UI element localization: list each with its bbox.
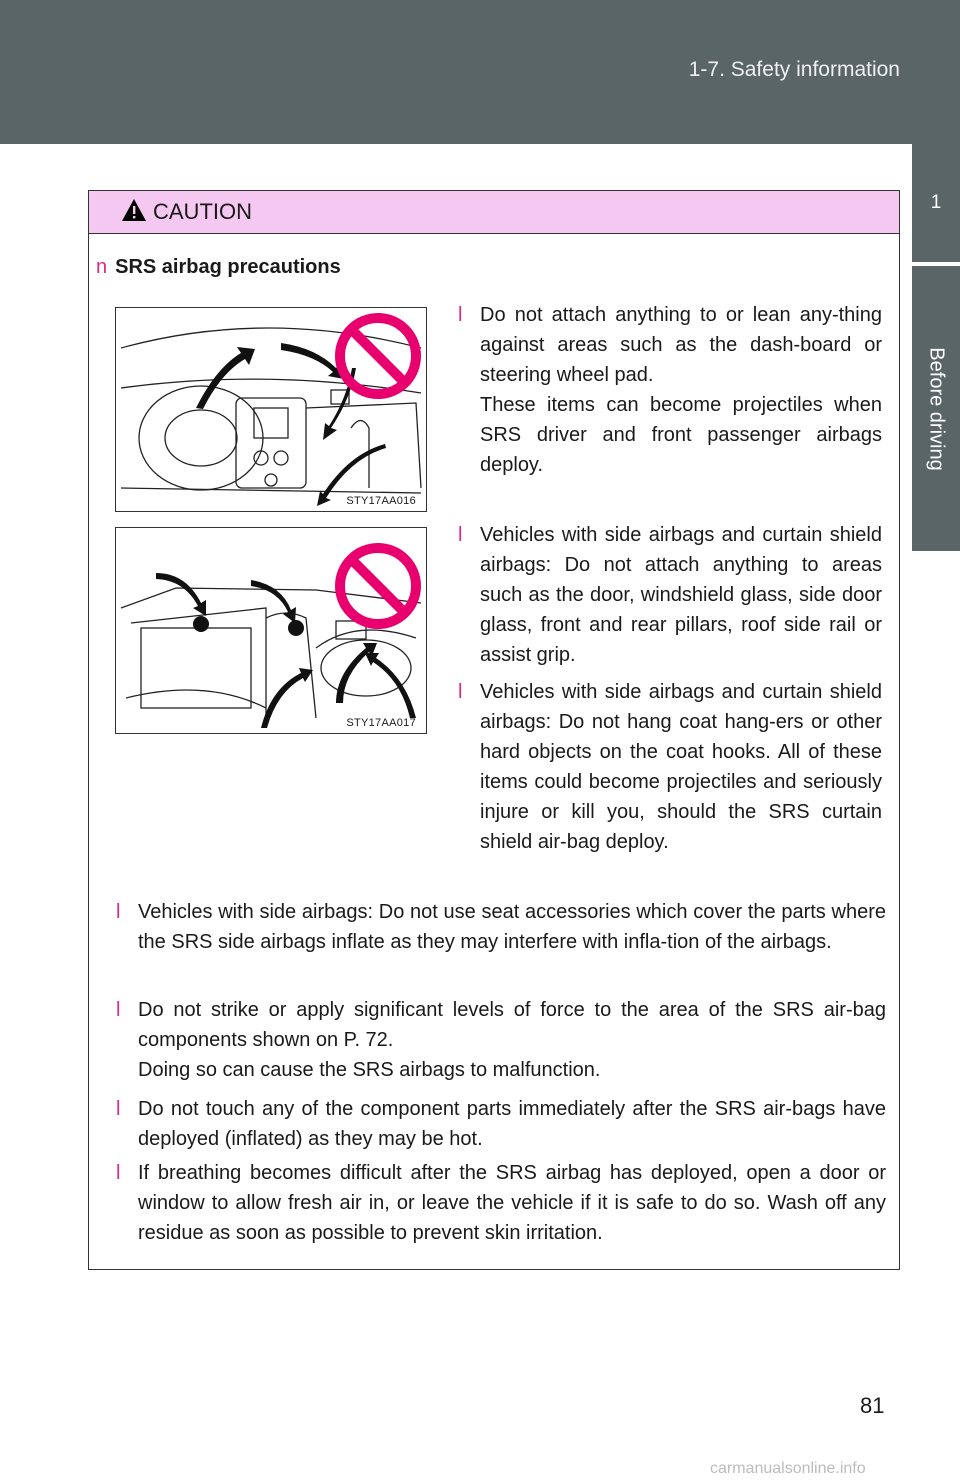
item-text: If breathing becomes difficult after the SRS airbag has deployed, open a door or window to allow fresh air in, or leave the vehicle if it is safe to do so. Wash off any residue as soon as possible to prevent skin irritation.	[138, 1162, 886, 1244]
chapter-tab-text: Before driving	[925, 346, 948, 471]
item-text: These items can become projectiles when SRS driver and front passenger airbags deploy.	[480, 394, 882, 476]
page-header	[0, 0, 960, 144]
list-item	[458, 677, 882, 857]
prohibition-sign	[340, 548, 416, 624]
prohibition-sign	[340, 318, 416, 394]
warning-icon	[121, 197, 147, 223]
list-item	[458, 520, 882, 670]
cabin-illustration	[115, 527, 427, 734]
dashboard-illustration	[115, 307, 427, 512]
bullet-marker: l	[116, 1098, 121, 1120]
image-code-2: STY17AA017	[346, 717, 416, 729]
section-title-header: 1-7. Safety information	[688, 58, 900, 81]
item-text: Do not touch any of the component parts immediately after the SRS air-bags have deployed (inflated) as they may be hot.	[138, 1098, 886, 1150]
section-heading-text: SRS airbag precautions	[115, 256, 341, 278]
cabin-drawing	[116, 528, 426, 733]
caution-title: CAUTION	[153, 199, 252, 224]
section-heading	[96, 256, 341, 279]
list-item	[458, 300, 882, 480]
bullet-marker: l	[458, 524, 463, 546]
item-text: Do not strike or apply significant levels of force to the area of the SRS air-bag components shown on P. 72.	[138, 999, 886, 1051]
bullet-marker: l	[458, 681, 463, 703]
bullet-marker: l	[116, 999, 121, 1021]
item-text: Vehicles with side airbags and curtain shield airbags: Do not hang coat hang-ers or other hard objects on the coat hooks. All of these items could become projectiles and seriously injure or kill you, should the SRS curtain shield air-bag deploy.	[480, 681, 882, 853]
chapter-tab-number: 1	[912, 144, 960, 262]
section-bullet: n	[96, 256, 108, 278]
bullet-marker: l	[458, 304, 463, 326]
item-text: Vehicles with side airbags: Do not use seat accessories which cover the parts where the SRS side airbags inflate as they may interfere with infla-tion of the airbags.	[138, 901, 886, 953]
page-number: 81	[860, 1393, 885, 1418]
watermark: carmanualsonline.info	[710, 1460, 866, 1477]
list-item	[116, 995, 886, 1085]
caution-header	[89, 191, 899, 234]
item-text: Do not attach anything to or lean any-thing against areas such as the dash-board or steering wheel pad.	[480, 304, 882, 386]
list-item	[116, 897, 886, 957]
bullet-marker: l	[116, 1162, 121, 1184]
dashboard-drawing	[116, 308, 426, 511]
image-code-1: STY17AA016	[346, 495, 416, 507]
list-item	[116, 1158, 886, 1248]
item-text: Doing so can cause the SRS airbags to malfunction.	[138, 1059, 601, 1081]
list-item	[116, 1094, 886, 1154]
bullet-marker: l	[116, 901, 121, 923]
item-text: Vehicles with side airbags and curtain shield airbags: Do not attach anything to areas such as the door, windshield glass, side door glass, front and rear pillars, roof side rail or assist grip.	[480, 524, 882, 666]
chapter-tab-label	[912, 266, 960, 551]
